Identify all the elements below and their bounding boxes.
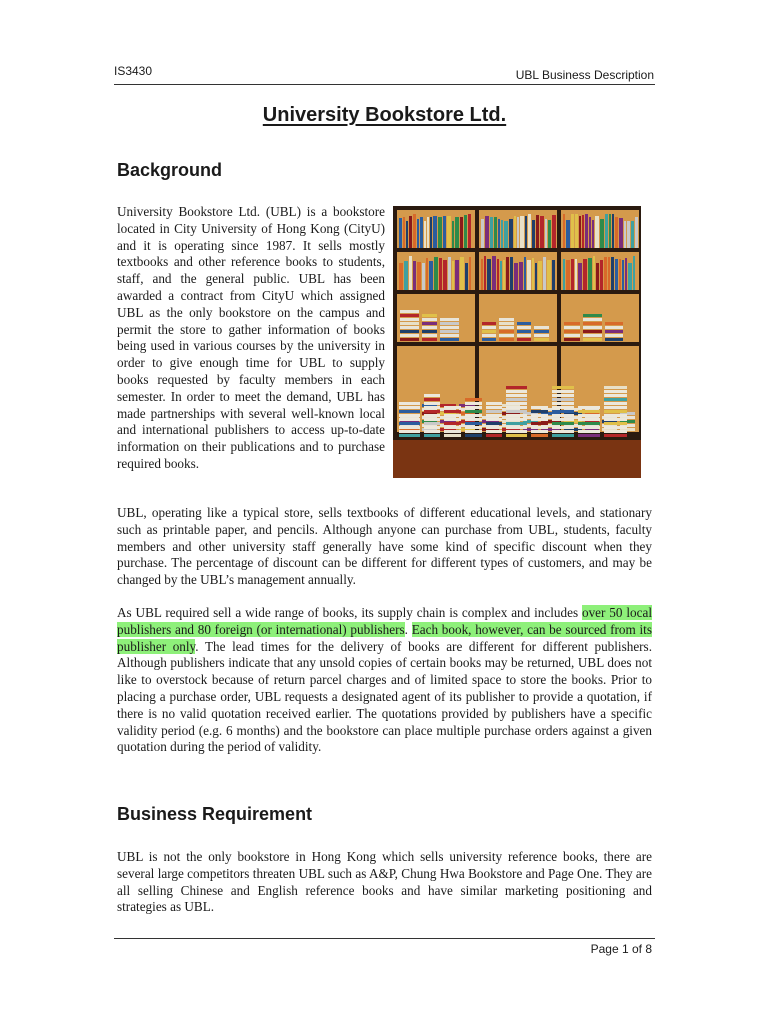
header-divider (114, 84, 655, 85)
business-requirement-heading: Business Requirement (117, 804, 313, 824)
document-title: University Bookstore Ltd. (262, 104, 507, 126)
bookshelf-illustration (391, 204, 643, 480)
background-paragraph-2: UBL, operating like a typical store, sells textbooks of different educational levels, and stationary such as printable paper, and pencils. Although anyone can purchase from UBL, students, faculty members and other university staff generally have some kind of specific discount when they purchase. The percentage of discount can be different for different types of customers, and may be changed by the UBL’s management annually. (117, 505, 652, 588)
paragraph-3-text-a: As UBL required sell a wide range of books, its supply chain is complex and includes (117, 605, 582, 620)
page-number: Page 1 of 8 (590, 942, 652, 956)
highlight-publishers: over 50 local publishers and 80 foreign (or international) publishers (117, 605, 653, 637)
document-name: UBL Business Description (515, 68, 654, 82)
course-code: IS3430 (114, 64, 153, 78)
highlight-sourcing: Each book, however, can be sourced from its publisher only (117, 621, 652, 654)
background-paragraph-3 (117, 605, 652, 756)
requirement-paragraph-1: UBL is not the only bookstore in Hong Kong which sells university reference books, there are several large competitors threaten UBL such as A&P, Chung Hwa Bookstore and Page One. They are all selling Chinese and English reference books and have similar marketing positioning and strategies as UBL. (117, 849, 652, 915)
paragraph-3-text-c: . The lead times for the delivery of books are different for different publishers. Although publishers indicate that any unsold copies of certain books may be returned, UBL does not like to overstock because of return parcel charges and of limited space to store the books. Prior to placing a purchase order, UBL requests a designated agent of its publisher to provide a quotation, if there is no valid quotation received earlier. The quotations provided by publishers have a specific validity period (e.g. 6 months) and the bookstore can place multiple purchase orders against a given quotation during the period of validity. (117, 638, 652, 755)
footer-divider (114, 938, 655, 939)
background-paragraph-1: University Bookstore Ltd. (UBL) is a bookstore located in City University of Hong Kong (CityU) and it is operating since 1987. It sells mostly textbooks and other reference books to students, staff, and the general public. UBL has been awarded a contract from CityU which assigned UBL as the only bookstore on the campus and permit the store to gather information of books being used in various courses by the university in order to give enough time for UBL to supply books requested by faculty members in each semester. In order to meet the demand, UBL has made partnerships with several well-known local and international publishers to access up-to-date information on their publications and to purchase required books. (117, 204, 385, 471)
paragraph-3-text-b: . (404, 621, 412, 637)
background-heading: Background (117, 160, 223, 180)
